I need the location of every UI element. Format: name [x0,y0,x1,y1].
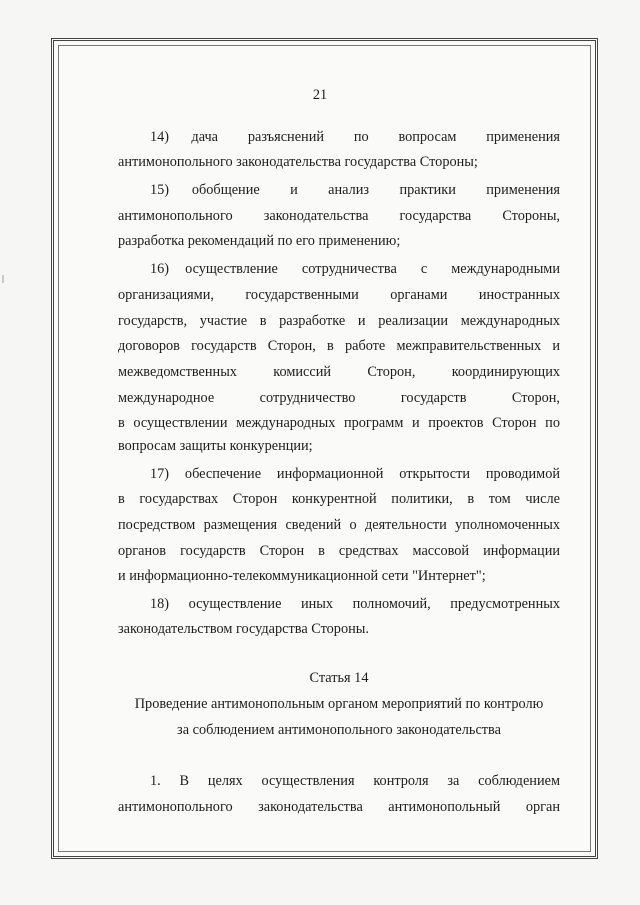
paragraph-line: законодательством государства Стороны. [118,621,369,637]
paragraph-line: 1. В целях осуществления контроля за соблюдением [150,773,560,789]
paragraph-line: разработка рекомендаций по его применению; [118,233,401,249]
paragraph-line: и информационно-телекоммуникационной сети "Интернет"; [118,568,486,584]
paragraph-line: 18) осуществление иных полномочий, предусмотренных [150,596,560,612]
paragraph-line: 16) осуществление сотрудничества с международными [150,261,560,277]
paragraph-line: вопросам защиты конкуренции; [118,438,313,454]
paragraph-line: посредством размещения сведений о деятельности уполномоченных [118,517,560,533]
paragraph-line: в государствах Сторон конкурентной политики, в том числе [118,491,560,507]
paragraph-line: организациями, государственными органами иностранных [118,287,560,303]
paragraph-line: 14) дача разъяснений по вопросам применения [150,129,560,145]
page-number: 21 [312,87,328,103]
paragraph-line: 17) обеспечение информационной открытости проводимой [150,466,560,482]
article-heading: за соблюдением антимонопольного законодательства [177,722,501,738]
article-title: Статья 14 [309,670,369,686]
paragraph-line: государств, участие в разработке и реализации международных [118,313,560,329]
paragraph-line: антимонопольного законодательства государства Стороны, [118,208,560,224]
paragraph-line: органов государств Сторон в средствах массовой информации [118,543,560,559]
paragraph-line: антимонопольного законодательства государства Стороны; [118,154,478,170]
paragraph-line: антимонопольного законодательства антимонопольный орган [118,799,560,815]
paragraph-line: межведомственных комиссий Сторон, координирующих [118,364,560,380]
paragraph-line: в осуществлении международных программ и проектов Сторон по [118,415,560,431]
paragraph-line: международное сотрудничество государств Сторон, [118,390,560,406]
paragraph-line: договоров государств Сторон, в работе межправительственных и [118,338,560,354]
article-heading: Проведение антимонопольным органом мероприятий по контролю [134,696,544,712]
paragraph-line: 15) обобщение и анализ практики применения [150,182,560,198]
